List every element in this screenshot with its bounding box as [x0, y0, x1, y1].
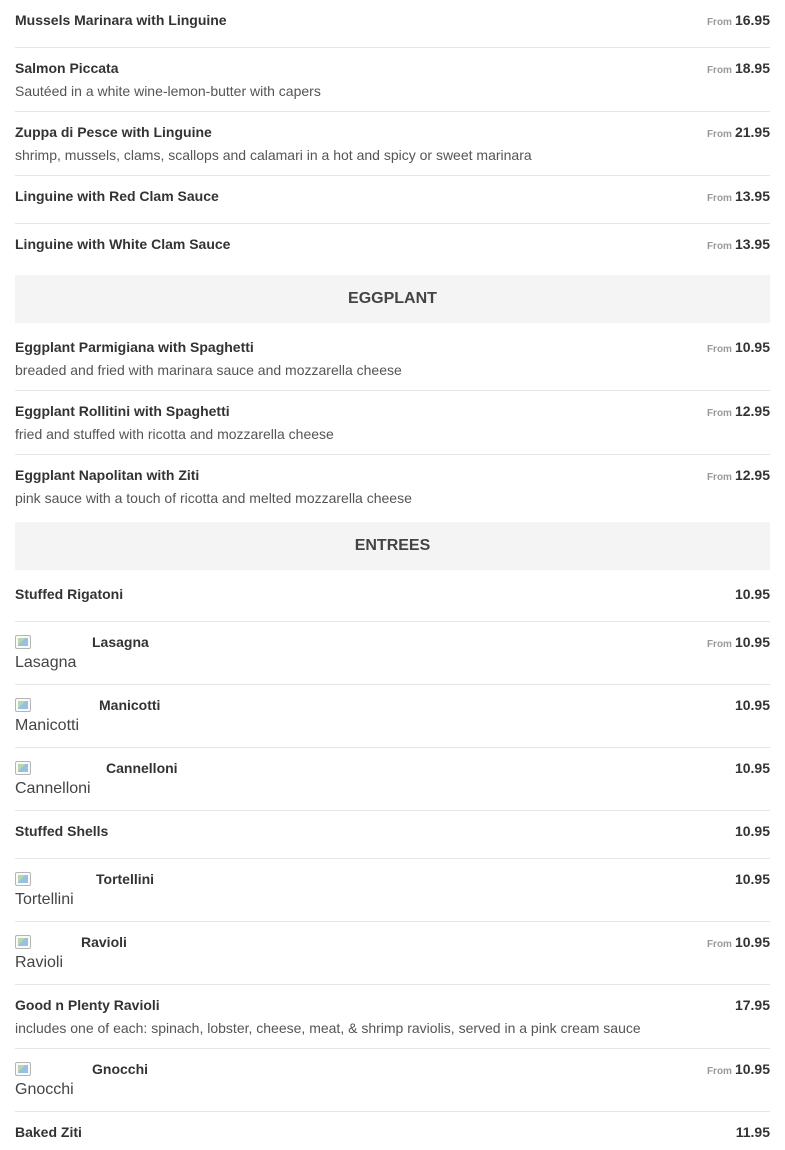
item-description: includes one of each: spinach, lobster, cheese, meat, & shrimp raviolis, served in a pink cream sauce — [15, 1020, 641, 1036]
menu-item[interactable] — [15, 748, 770, 811]
item-price — [707, 12, 770, 31]
menu-item[interactable] — [15, 574, 770, 622]
menu-item[interactable] — [15, 685, 770, 748]
item-name: Mussels Marinara with Linguine — [15, 12, 227, 28]
thumbnail-alt-text: Lasagna — [15, 654, 77, 671]
menu-item[interactable] — [15, 224, 770, 272]
price-from-label: From — [706, 939, 732, 950]
item-price — [735, 871, 770, 887]
price-value: 11.95 — [735, 1124, 770, 1140]
broken-image-icon — [15, 698, 31, 712]
item-description: Sautéed in a white wine-lemon-butter with capers — [15, 83, 321, 99]
menu-item[interactable] — [15, 0, 770, 48]
thumbnail-alt-text: Gnocchi — [15, 1081, 74, 1098]
price-value: 10.95 — [734, 634, 770, 650]
menu-item[interactable] — [15, 1049, 770, 1112]
price-from-label: From — [706, 344, 732, 355]
menu-item[interactable] — [15, 327, 770, 391]
price-from-label: From — [706, 472, 732, 483]
price-value: 16.95 — [734, 12, 770, 28]
price-value: 17.95 — [734, 997, 770, 1013]
price-value: 10.95 — [734, 871, 770, 887]
item-price — [735, 586, 770, 602]
item-name: Eggplant Rollitini with Spaghetti — [15, 403, 230, 419]
item-name: Lasagna — [92, 634, 149, 650]
item-price — [735, 823, 770, 839]
item-price — [735, 760, 770, 776]
item-price — [707, 634, 770, 653]
price-from-label: From — [706, 639, 732, 650]
item-thumbnail[interactable] — [15, 697, 79, 735]
item-price — [735, 697, 770, 713]
menu-item[interactable] — [15, 112, 770, 176]
price-value: 12.95 — [734, 403, 770, 419]
item-name: Stuffed Shells — [15, 823, 109, 839]
section-title: EGGPLANT — [348, 290, 437, 307]
item-name: Stuffed Rigatoni — [15, 586, 124, 602]
menu-item[interactable] — [15, 455, 770, 519]
item-name: Baked Ziti — [15, 1124, 82, 1140]
menu-item[interactable] — [15, 859, 770, 922]
item-name: Cannelloni — [106, 760, 178, 776]
price-from-label: From — [706, 1066, 732, 1077]
menu-item[interactable] — [15, 391, 770, 455]
thumbnail-alt-text: Cannelloni — [15, 780, 91, 797]
menu-item[interactable] — [15, 48, 770, 112]
item-name: Good n Plenty Ravioli — [15, 997, 160, 1013]
item-description: breaded and fried with marinara sauce and mozzarella cheese — [15, 362, 402, 378]
broken-image-icon — [15, 1062, 31, 1076]
price-from-label: From — [706, 129, 732, 140]
item-price — [736, 1124, 770, 1140]
menu-item[interactable] — [15, 811, 770, 859]
item-price — [707, 236, 770, 255]
thumbnail-alt-text: Tortellini — [15, 891, 74, 908]
broken-image-icon — [15, 635, 31, 649]
item-name: Ravioli — [81, 934, 127, 950]
item-name: Eggplant Parmigiana with Spaghetti — [15, 339, 254, 355]
item-price — [707, 60, 770, 79]
item-thumbnail[interactable] — [15, 760, 91, 798]
item-name: Linguine with White Clam Sauce — [15, 236, 231, 252]
price-value: 10.95 — [734, 760, 770, 776]
menu-item[interactable] — [15, 622, 770, 685]
price-value: 10.95 — [734, 934, 770, 950]
menu-item[interactable] — [15, 176, 770, 224]
item-name: Zuppa di Pesce with Linguine — [15, 124, 212, 140]
item-price — [707, 188, 770, 207]
price-value: 13.95 — [734, 236, 770, 252]
thumbnail-alt-text: Ravioli — [15, 954, 64, 971]
broken-image-icon — [15, 935, 31, 949]
thumbnail-alt-text: Manicotti — [15, 717, 80, 734]
menu-item[interactable] — [15, 922, 770, 985]
item-price — [735, 997, 770, 1013]
price-from-label: From — [706, 408, 732, 419]
price-value: 18.95 — [734, 60, 770, 76]
item-description: shrimp, mussels, clams, scallops and calamari in a hot and spicy or sweet marinara — [15, 147, 532, 163]
price-from-label: From — [706, 193, 732, 204]
price-value: 10.95 — [734, 823, 770, 839]
price-value: 10.95 — [734, 1061, 770, 1077]
item-price — [707, 1061, 770, 1080]
price-value: 13.95 — [734, 188, 770, 204]
broken-image-icon — [15, 761, 31, 775]
item-name: Tortellini — [96, 871, 155, 887]
price-value: 10.95 — [734, 697, 770, 713]
item-thumbnail[interactable] — [15, 634, 76, 672]
menu-item[interactable] — [15, 1112, 770, 1150]
item-description: fried and stuffed with ricotta and mozzarella cheese — [15, 426, 334, 442]
price-from-label: From — [706, 65, 732, 76]
item-name: Salmon Piccata — [15, 60, 119, 76]
item-thumbnail[interactable] — [15, 871, 74, 909]
item-name: Manicotti — [99, 697, 161, 713]
item-name: Eggplant Napolitan with Ziti — [15, 467, 200, 483]
item-name: Gnocchi — [92, 1061, 149, 1077]
section-header-entrees — [15, 522, 770, 570]
item-price — [707, 339, 770, 358]
price-value: 10.95 — [734, 586, 770, 602]
price-from-label: From — [706, 241, 732, 252]
broken-image-icon — [15, 872, 31, 886]
item-price — [707, 934, 770, 953]
section-title: ENTREES — [354, 537, 431, 554]
item-price — [707, 124, 770, 143]
price-from-label: From — [706, 17, 732, 28]
price-value: 10.95 — [734, 339, 770, 355]
item-price — [707, 403, 770, 422]
price-value: 21.95 — [734, 124, 770, 140]
item-thumbnail[interactable] — [15, 934, 63, 972]
item-name: Linguine with Red Clam Sauce — [15, 188, 219, 204]
item-thumbnail[interactable] — [15, 1061, 74, 1099]
item-description: pink sauce with a touch of ricotta and melted mozzarella cheese — [15, 490, 412, 506]
price-value: 12.95 — [734, 467, 770, 483]
item-price — [707, 467, 770, 486]
section-header-eggplant — [15, 275, 770, 323]
menu-item[interactable] — [15, 985, 770, 1049]
